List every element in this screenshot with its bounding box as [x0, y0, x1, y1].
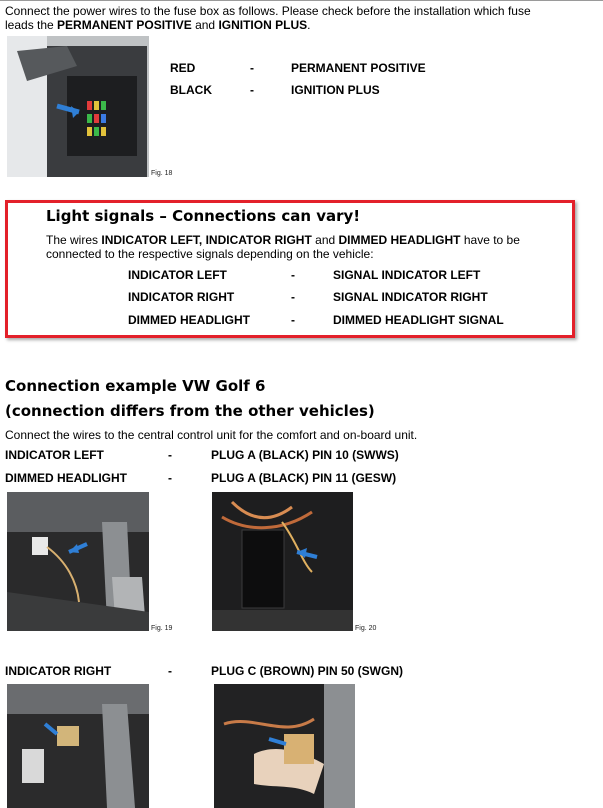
- intro-paragraph: [5, 4, 600, 32]
- fig-18-caption: Fig. 18: [151, 170, 173, 177]
- light-text-bold: INDICATOR LEFT, INDICATOR RIGHT: [101, 233, 312, 247]
- golf-plug: PLUG A (BLACK) PIN 11 (GESW): [211, 471, 397, 485]
- intro-bold-permanent: PERMANENT POSITIVE: [57, 18, 192, 32]
- plug-c-photo: [214, 684, 355, 808]
- power-wire-color: BLACK: [170, 83, 212, 97]
- light-wire: INDICATOR RIGHT: [128, 290, 235, 304]
- light-text: have to be: [460, 233, 520, 247]
- fig-19-caption: Fig. 19: [151, 625, 173, 632]
- indicator-right-photo: [7, 684, 149, 808]
- intro-text: and: [191, 18, 219, 32]
- intro-line-2: [5, 18, 600, 32]
- golf-dash: -: [168, 471, 172, 485]
- golf-dash: -: [168, 448, 172, 462]
- pedal-area-photo: [7, 492, 149, 631]
- intro-text: leads the: [5, 18, 58, 32]
- light-dash: -: [291, 313, 295, 327]
- fuse-box-photo: [7, 36, 149, 177]
- light-signals-text: [46, 233, 566, 261]
- power-wire-dash: -: [250, 61, 254, 75]
- fig-20-caption: Fig. 20: [355, 625, 377, 632]
- light-dash: -: [291, 290, 295, 304]
- control-unit-plug-photo: [212, 492, 353, 631]
- light-text: and: [311, 233, 339, 247]
- intro-text: .: [307, 18, 311, 32]
- light-signals-title: Light signals – Connections can vary!: [46, 207, 361, 225]
- light-signals-line-1: [46, 233, 566, 247]
- intro-line-1: Connect the power wires to the fuse box as follows. Please check before the installation which fuse: [5, 4, 531, 18]
- golf-intro: Connect the wires to the central control unit for the comfort and on-board unit.: [5, 428, 418, 442]
- power-wire-target: PERMANENT POSITIVE: [291, 61, 426, 75]
- power-wire-color: RED: [170, 61, 196, 75]
- golf-subheading: (connection differs from the other vehicles): [5, 402, 375, 420]
- light-dash: -: [291, 268, 295, 282]
- light-text-bold: DIMMED HEADLIGHT: [338, 233, 461, 247]
- light-wire: DIMMED HEADLIGHT: [128, 313, 250, 327]
- light-signal: DIMMED HEADLIGHT SIGNAL: [333, 313, 504, 327]
- top-rule: [0, 0, 603, 1]
- light-signal: SIGNAL INDICATOR LEFT: [333, 268, 481, 282]
- light-signals-line-2: connected to the respective signals depending on the vehicle:: [46, 247, 374, 261]
- light-text: The wires: [46, 233, 102, 247]
- golf-plug: PLUG A (BLACK) PIN 10 (SWWS): [211, 448, 399, 462]
- golf-wire: INDICATOR LEFT: [5, 448, 104, 462]
- golf-wire-right: INDICATOR RIGHT: [5, 664, 112, 678]
- golf-dash-right: -: [168, 664, 172, 678]
- light-wire: INDICATOR LEFT: [128, 268, 227, 282]
- intro-bold-ignition: IGNITION PLUS: [218, 18, 308, 32]
- golf-heading: Connection example VW Golf 6: [5, 377, 266, 395]
- light-signal: SIGNAL INDICATOR RIGHT: [333, 290, 488, 304]
- golf-plug-right: PLUG C (BROWN) PIN 50 (SWGN): [211, 664, 403, 678]
- power-wire-dash: -: [250, 83, 254, 97]
- golf-wire: DIMMED HEADLIGHT: [5, 471, 127, 485]
- power-wire-target: IGNITION PLUS: [291, 83, 380, 97]
